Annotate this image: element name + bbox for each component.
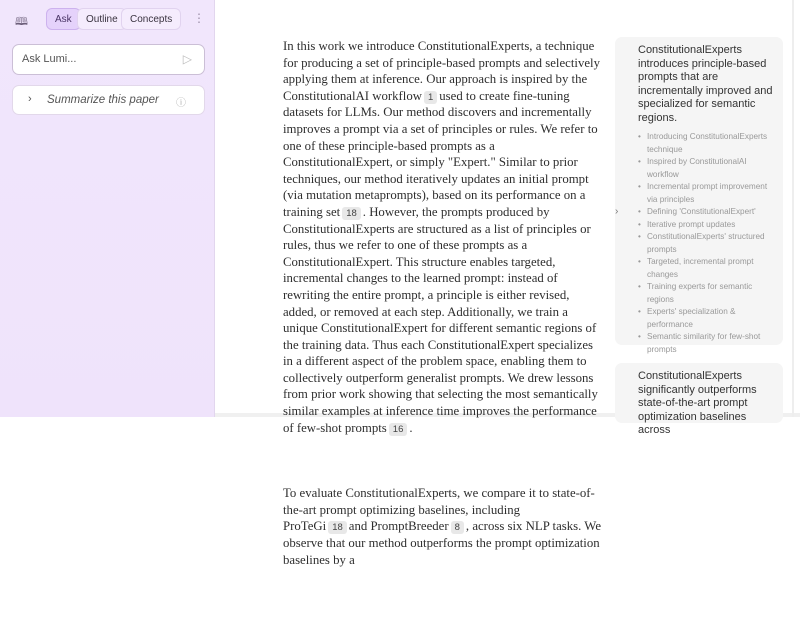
text-span: In this work we introduce ConstitutionalExperts, a technique for producing a set of principle-based prompts and selectively applying them at inference. Our approach is inspired by the ConstitutionalAI workflow [283, 39, 600, 103]
outline-bullet[interactable] [638, 231, 773, 256]
bullet-text: Introducing ConstitutionalExperts technique [647, 132, 768, 154]
sidebar-toolbar [0, 8, 215, 30]
more-options-icon[interactable]: ⋮ [193, 11, 205, 25]
summary-card [615, 37, 783, 354]
info-icon[interactable]: ⓘ [176, 98, 186, 109]
book-icon[interactable]: 🕮 [15, 16, 28, 28]
bullet-text: Targeted, incremental prompt changes [647, 257, 754, 279]
text-span: and PromptBreeder [348, 519, 449, 534]
citation-chip[interactable]: 8 [451, 521, 464, 534]
summary-text: ConstitutionalExperts introduces principle-based prompts that are incrementally improved and specialized for semantic regions. [638, 44, 773, 124]
outline-bullet[interactable] [638, 131, 773, 156]
bullet-text: Semantic similarity for few-shot prompts [647, 332, 761, 354]
outline-bullet[interactable] [638, 306, 773, 331]
outline-bullet[interactable] [615, 206, 773, 219]
summary-text: ConstitutionalExperts significantly outperforms state-of-the-art prompt optimization baselines across [638, 370, 757, 436]
citation-chip[interactable]: 16 [389, 423, 408, 436]
chevron-right-icon: › [28, 93, 32, 105]
bullet-text: Defining 'ConstitutionalExpert' [647, 207, 756, 216]
outline-bullet[interactable] [638, 156, 773, 181]
paragraph [283, 485, 604, 568]
paper-content [283, 38, 604, 617]
citation-chip[interactable]: 18 [328, 521, 347, 534]
scrollbar[interactable] [792, 0, 794, 417]
tab-outline[interactable]: Outline [77, 8, 127, 30]
outline-bullet[interactable] [638, 219, 773, 232]
bullet-text: Training experts for semantic regions [647, 282, 753, 304]
citation-chip[interactable]: 1 [424, 91, 437, 104]
bullet-text: ConstitutionalExperts' structured prompts [647, 232, 765, 254]
outline-bullet[interactable] [638, 256, 773, 281]
text-span: . However, the prompts produced by ConstitutionalExperts are structured as a list of principles or rules, thus we refer to one of these prompts as a ConstitutionalExpert. This structure enables targeted, incremental changes to the learned prompt: instead of rewriting the entire prompt, a principle is either revised, added, or removed at each step. Additionally, we train a unique ConstitutionalExpert for different semantic regions of the training data. Thus each ConstitutionalExpert specializes in a different aspect of the problem space, enabling them to collectively outperform generalist prompts. We drew lessons from prior work showing that selecting the most semantically similar examples at inference time improves the performance of few-shot prompts [283, 204, 598, 435]
text-span: To evaluate ConstitutionalExperts, we compare it to state-of-the-art prompt optimizing baselines, including ProTeGi [283, 486, 595, 534]
text-span: . [409, 420, 413, 435]
send-icon[interactable]: ▷ [182, 52, 192, 66]
outline-bullet[interactable] [638, 281, 773, 306]
ask-box [12, 44, 205, 75]
bullet-list [615, 131, 773, 356]
summarize-button[interactable] [12, 85, 205, 115]
bullet-text: Incremental prompt improvement via principles [647, 182, 768, 204]
bullet-text: Inspired by ConstitutionalAI workflow [647, 157, 747, 179]
summarize-label: Summarize this paper [47, 94, 159, 106]
sidebar [0, 0, 215, 417]
ask-input[interactable] [22, 53, 172, 65]
text-span: used to create fine-tuning datasets for LLMs. Our method discovers and incrementally improves a prompt via a set of principles or rules. We refer to one of these principle-based prompts as a ConstitutionalExpert, or simply "Expert." Similar to prior techniques, our method iteratively updates an initial prompt (via mutation metaprompts), based on its performance on a training set [283, 88, 598, 219]
summary-card [615, 363, 783, 436]
bullet-text: Experts' specialization & performance [647, 307, 736, 329]
outline-bullet[interactable] [638, 331, 773, 356]
chevron-right-icon: • › [615, 206, 619, 217]
outline-bullet[interactable] [638, 181, 773, 206]
bullet-text: Iterative prompt updates [647, 219, 736, 229]
tab-ask[interactable]: Ask [46, 8, 81, 30]
tab-concepts[interactable]: Concepts [121, 8, 181, 30]
text-span: , across six NLP tasks. We observe that our method outperforms the prompt optimization baselines by a [283, 519, 602, 567]
paragraph [283, 38, 604, 436]
citation-chip[interactable]: 18 [342, 207, 361, 220]
